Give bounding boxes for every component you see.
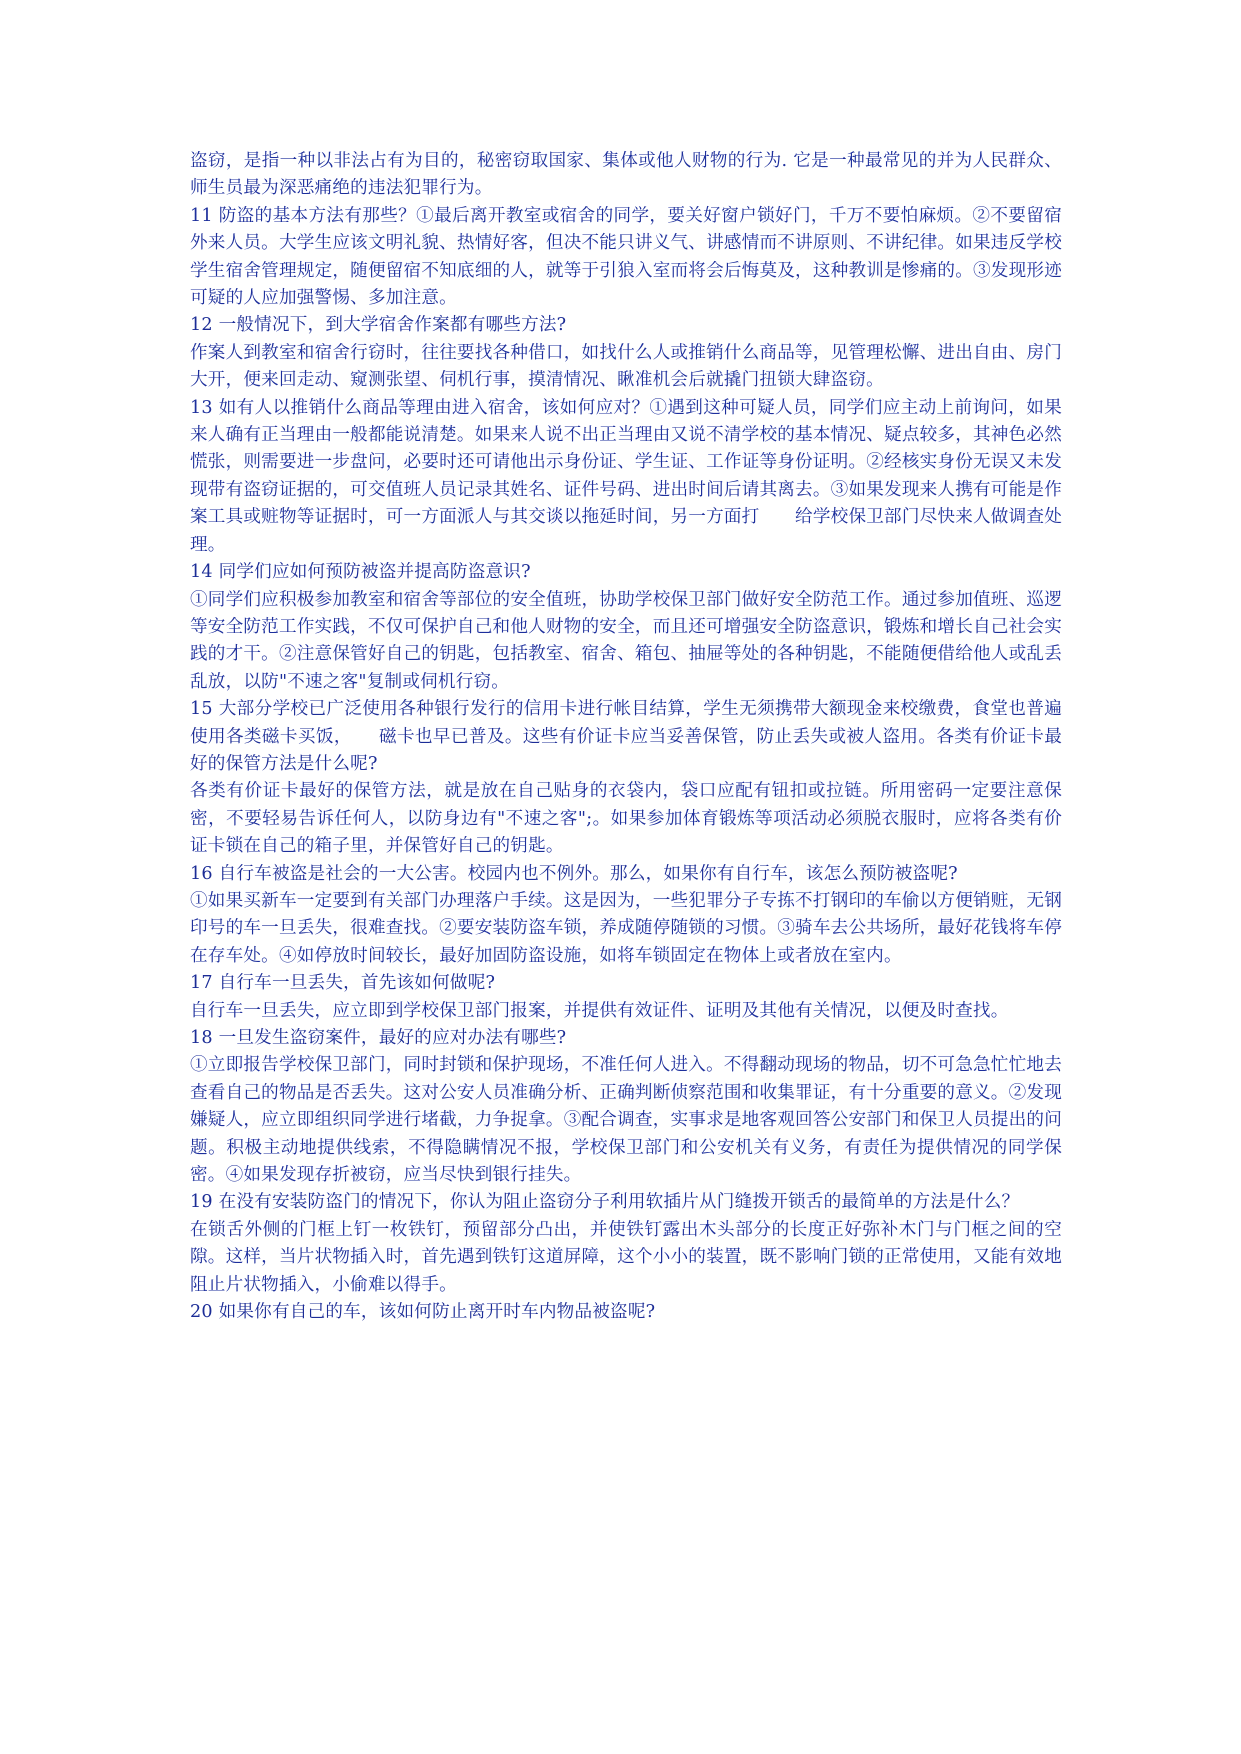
answer-16-paragraph: ①如果买新车一定要到有关部门办理落户手续。这是因为，一些犯罪分子专拣不打钢印的车偷以方便销赃，无钢印号的车一旦丢失，很难查找。②要安装防盗车锁，养成随停随锁的习惯。③骑车去公共场所，最好花钱将车停在存车处。④如停放时间较长，最好加固防盗设施，如将车锁固定在物体上或者放在室内。 bbox=[190, 890, 1062, 966]
question-18-heading: 18 一旦发生盗窃案件，最好的应对办法有哪些? bbox=[190, 1028, 567, 1048]
question-19-heading: 19 在没有安装防盗门的情况下，你认为阻止盗窃分子利用软插片从门缝拨开锁舌的最简单的方法是什么？ bbox=[190, 1192, 1020, 1213]
question-13-paragraph: 13 如有人以推销什么商品等理由进入宿舍，该如何应对？①遇到这种可疑人员，同学们应主动上前询问，如果来人确有正当理由一般都能说清楚。如果来人说不出正当理由又说不清学校的基本情况、疑点较多，其神色必然慌张，则需要进一步盘问，必要时还可请他出示身份证、学生证、工作证等身份证明。②经核实身份无误又未发现带有盗窃证据的，可交值班人员记录其姓名、证件号码、进出时间后请其离去。③如果发现来人携有可能是作案工具或赃物等证据时，可一方面派人与其交谈以拖延时间，另一方面打 给学校保卫部门尽快来人做调查处理。 bbox=[190, 397, 1062, 555]
question-16-heading: 16 自行车被盗是社会的一大公害。校园内也不例外。那么，如果你有自行车，该怎么预防被盗呢? bbox=[190, 863, 958, 884]
answer-15-paragraph: 各类有价证卡最好的保管方法，就是放在自己贴身的衣袋内，袋口应配有钮扣或拉链。所用密码一定要注意保密，不要轻易告诉任何人，以防身边有"不速之客";。如果参加体育锻炼等项活动必须脱衣服时，应将各类有价证卡锁在自己的箱子里，并保管好自己的钥匙。 bbox=[190, 781, 1062, 857]
answer-18-paragraph: ①立即报告学校保卫部门，同时封锁和保护现场，不准任何人进入。不得翻动现场的物品，切不可急急忙忙地去查看自己的物品是否丢失。这对公安人员准确分析、正确判断侦察范围和收集罪证，有十分重要的意义。②发现嫌疑人，应立即组织同学进行堵截，力争捉拿。③配合调查，实事求是地客观回答公安部门和保卫人员提出的问题。积极主动地提供线索，不得隐瞒情况不报，学校保卫部门和公安机关有义务，有责任为提供情况的同学保密。④如果发现存折被窃，应当尽快到银行挂失。 bbox=[190, 1055, 1062, 1186]
answer-19-paragraph: 在锁舌外侧的门框上钉一枚铁钉，预留部分凸出，并使铁钉露出木头部分的长度正好弥补木门与门框之间的空隙。这样，当片状物插入时，首先遇到铁钉这道屏障，这个小小的装置，既不影响门锁的正常使用，又能有效地阻止片状物插入，小偷难以得手。 bbox=[190, 1219, 1062, 1295]
question-12-heading: 12 一般情况下，到大学宿舍作案都有哪些方法? bbox=[190, 315, 567, 336]
question-15-heading: 15 大部分学校已广泛使用各种银行发行的信用卡进行帐目结算，学生无须携带大额现金来校缴费，食堂也普遍使用各类磁卡买饭， 磁卡也早已普及。这些有价证卡应当妥善保管，防止丢失或被人盗用。各类有价证卡最好的保管方法是什么呢? bbox=[190, 699, 1062, 774]
answer-12-paragraph: 作案人到教室和宿舍行窃时，往往要找各种借口，如找什么人或推销什么商品等，见管理松懈、进出自由、房门大开，便来回走动、窥测张望、伺机行事，摸清情况、瞅准机会后就撬门扭锁大肆盗窃。 bbox=[190, 342, 1062, 391]
answer-14-paragraph: ①同学们应积极参加教室和宿舍等部位的安全值班，协助学校保卫部门做好安全防范工作。通过参加值班、巡逻等安全防范工作实践，不仅可保护自己和他人财物的安全，而且还可增强安全防盗意识，锻炼和增长自己社会实践的才干。②注意保管好自己的钥匙，包括教室、宿舍、箱包、抽屉等处的各种钥匙，不能随便借给他人或乱丢乱放，以防"不速之客"复制或伺机行窃。 bbox=[190, 589, 1062, 692]
question-11-paragraph: 11 防盗的基本方法有那些？①最后离开教室或宿舍的同学，要关好窗户锁好门，千万不要怕麻烦。②不要留宿外来人员。大学生应该文明礼貌、热情好客，但决不能只讲义气、讲感情而不讲原则、不讲纪律。如果违反学校学生宿舍管理规定，随便留宿不知底细的人，就等于引狼入室而将会后悔莫及，这种教训是惨痛的。③发现形迹可疑的人应加强警惕、多加注意。 bbox=[190, 205, 1062, 309]
question-14-heading: 14 同学们应如何预防被盗并提高防盗意识? bbox=[190, 562, 531, 583]
question-20-heading: 20 如果你有自己的车，该如何防止离开时车内物品被盗呢? bbox=[190, 1302, 656, 1323]
question-17-heading: 17 自行车一旦丢失，首先该如何做呢? bbox=[190, 973, 496, 994]
answer-17-paragraph: 自行车一旦丢失，应立即到学校保卫部门报案，并提供有效证件、证明及其他有关情况，以便及时查找。 bbox=[190, 1000, 1009, 1021]
document-body bbox=[190, 148, 1062, 1326]
intro-paragraph: 盗窃，是指一种以非法占有为目的，秘密窃取国家、集体或他人财物的行为. 它是一种最常见的并为人民群众、师生员最为深恶痛绝的违法犯罪行为。 bbox=[190, 151, 1062, 199]
